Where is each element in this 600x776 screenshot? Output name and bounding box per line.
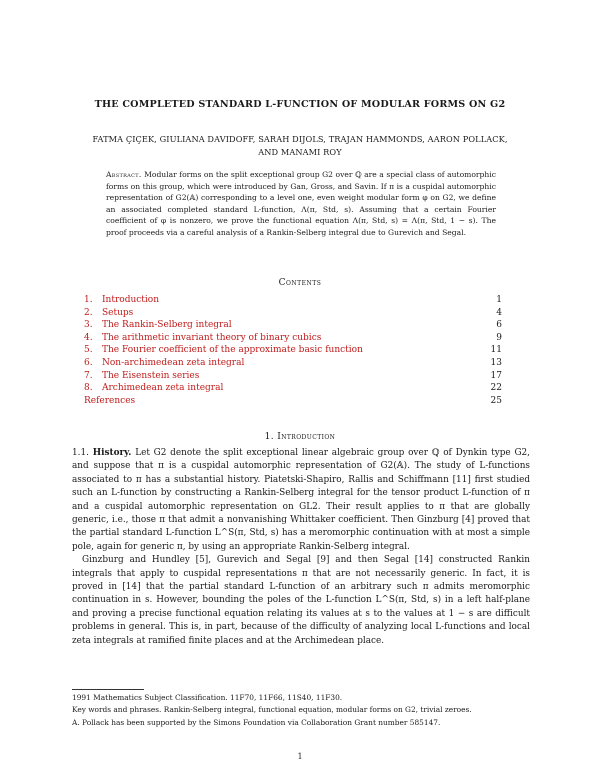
toc-number[interactable]: 3.: [84, 320, 93, 331]
toc-number[interactable]: 7.: [84, 370, 93, 381]
section-heading: 1. Introduction: [264, 432, 336, 442]
toc-entry-non-archimedean[interactable]: [84, 357, 502, 370]
contents-heading: Contents: [278, 278, 322, 288]
toc-page: 6: [496, 320, 502, 331]
toc-entry-archimedean[interactable]: [84, 382, 502, 395]
toc-link[interactable]: References: [84, 395, 136, 406]
toc-link[interactable]: Setups: [102, 307, 134, 318]
toc-page: 4: [496, 307, 502, 318]
footnote-rule: [72, 689, 144, 690]
paragraph: [72, 447, 530, 554]
page-number: 1: [297, 752, 303, 761]
toc-number[interactable]: 4.: [84, 332, 93, 343]
abstract: [106, 169, 496, 238]
abstract-text: Modular forms on the split exceptional group G2 over ℚ are a special class of automorphic forms on this group, which were introduced by Gan, Gross, and Savin. If π is a cuspidal automorphic representation of G2(𝔸) corresponding to a level one, even weight modular form φ on G2, we define an associated completed standard L-function, Λ(π, Std, s). Assuming that a certain Fourier coefficient of φ is nonzero, we prove the functional equation Λ(π, Std, s) = Λ(π, Std, 1 − s). The proof proceeds via a careful analysis of a Rankin-Selberg integral due to Gurevich and Segal.: [106, 170, 496, 237]
abstract-label: Abstract.: [106, 170, 142, 179]
paragraph: [72, 554, 530, 648]
toc-entry-introduction[interactable]: [84, 294, 502, 307]
toc-number[interactable]: 1.: [84, 295, 93, 305]
toc-number[interactable]: 2.: [84, 307, 93, 318]
authors-line-2: AND MANAMI ROY: [258, 147, 342, 157]
authors-line-1: FATMA ÇIÇEK, GIULIANA DAVIDOFF, SARAH DIJOLS, TRAJAN HAMMONDS, AARON POLLACK,: [92, 134, 508, 144]
toc-number[interactable]: 5.: [84, 345, 93, 356]
toc-link[interactable]: The arithmetic invariant theory of binary cubics: [102, 332, 322, 343]
toc-entry-references[interactable]: [84, 395, 502, 408]
footnote-grant: A. Pollack has been supported by the Simons Foundation via Collaboration Grant number 585147.: [72, 717, 441, 727]
toc-link[interactable]: Non-archimedean zeta integral: [102, 357, 245, 368]
toc-link[interactable]: The Fourier coefficient of the approximate basic function: [102, 345, 363, 356]
subsection-title: History.: [92, 448, 132, 458]
toc-entry-binary-cubics[interactable]: [84, 332, 502, 345]
toc-page: 22: [490, 383, 502, 394]
introduction-body: [72, 447, 530, 648]
toc-page: 17: [490, 370, 502, 381]
paragraph-text: Ginzburg and Hundley [5], Gurevich and Segal [9] and then Segal [14] constructed Rankin integrals that apply to cuspidal representations π that are not necessarily generic. In fact, it is proved in [14] that the partial standard L-function of an arbitrary such π admits meromorphic continuation in s. However, bounding the poles of the L-function L^S(π, Std, s) in a left half-plane and proving a precise functional equation relating its values at s to the values at 1 − s are difficult problems in general. This is, in part, because of the difficulty of analyzing local L-functions and local zeta integrals at ramified finite places and at the Archimedean place.: [72, 555, 530, 646]
paper-title: THE COMPLETED STANDARD L-FUNCTION OF MODULAR FORMS ON G2: [94, 99, 506, 110]
paragraph-text: Let G2 denote the split exceptional linear algebraic group over ℚ of Dynkin type G2, and suppose that π is a cuspidal automorphic representation of G2(𝔸). The study of L-functions associated to π has a substantial history. Piatetski-Shapiro, Rallis and Schiffmann [11] first studied such an L-function by constructing a Rankin-Selberg integral for the tensor product L-function of π and a cuspidal automorphic representation on GL2. Their result applies to π that are globally generic, i.e., those π that admit a nonvanishing Whittaker coefficient. Then Ginzburg [4] proved that the partial standard L-function L^S(π, Std, s) has a meromorphic continuation with at most a simple pole, again for generic π, by using an appropriate Rankin-Selberg integral.: [72, 448, 531, 552]
toc-entry-setups[interactable]: [84, 307, 502, 320]
toc-link[interactable]: The Eisenstein series: [102, 370, 200, 381]
toc-link[interactable]: Archimedean zeta integral: [102, 383, 224, 394]
footnote-msc: 1991 Mathematics Subject Classification. 11F70, 11F66, 11S40, 11F30.: [72, 693, 343, 702]
toc-page: 9: [496, 332, 502, 343]
toc-entry-eisenstein[interactable]: [84, 370, 502, 383]
toc-page: 13: [490, 357, 502, 368]
toc-page: 11: [490, 345, 502, 356]
toc-entry-fourier-coefficient[interactable]: [84, 344, 502, 357]
toc-number[interactable]: 6.: [84, 357, 93, 368]
author-list: [60, 133, 540, 159]
toc-link[interactable]: Introduction: [102, 295, 159, 305]
toc-page: 1: [496, 295, 502, 305]
toc-number[interactable]: 8.: [84, 383, 93, 394]
subsection-number: 1.1.: [72, 448, 89, 458]
footnotes: [72, 689, 530, 729]
toc-entry-rankin-selberg[interactable]: [84, 319, 502, 332]
toc-page: 25: [490, 395, 502, 406]
footnote-keywords: Key words and phrases. Rankin-Selberg integral, functional equation, modular forms on G2, trivial zeroes.: [72, 705, 472, 715]
toc-link[interactable]: The Rankin-Selberg integral: [102, 320, 232, 331]
table-of-contents: [84, 294, 502, 407]
